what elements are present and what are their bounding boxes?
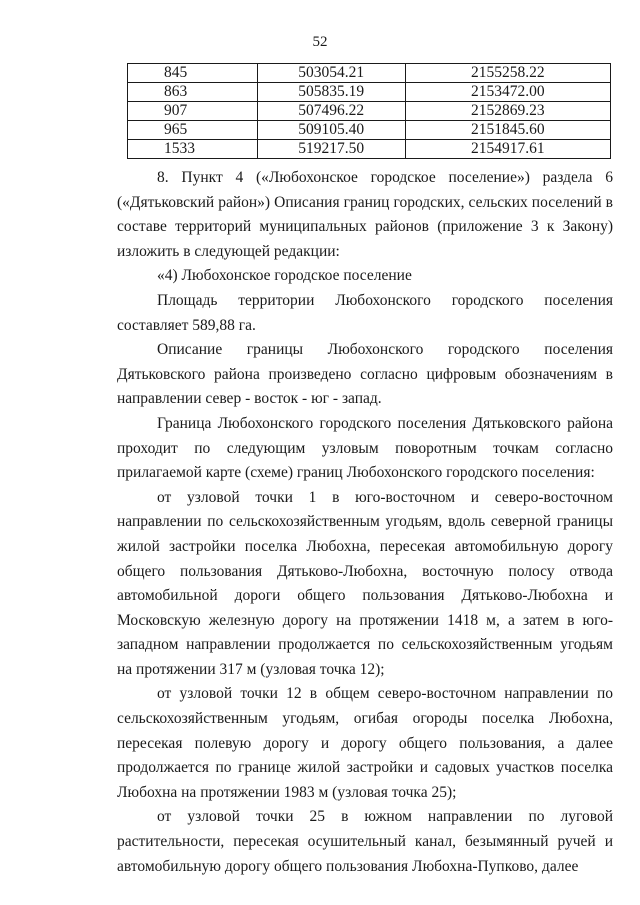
table-row xyxy=(128,83,611,102)
paragraph-segment-25: от узловой точки 25 в южном направлении по луговой растительности, пересекая осушительный канал, безымянный ручей и автомобильную дорогу общего пользования Любохна-Пупково, далее xyxy=(117,808,613,875)
x-coordinate-cell: 507496.22 xyxy=(257,102,405,121)
x-coordinate-cell: 519217.50 xyxy=(257,140,405,159)
point-number-cell: 845 xyxy=(128,64,258,83)
coordinates-table xyxy=(127,63,611,159)
table-row xyxy=(128,64,611,83)
document-body xyxy=(117,166,613,879)
table-row xyxy=(128,121,611,140)
y-coordinate-cell: 2153472.00 xyxy=(405,83,610,102)
y-coordinate-cell: 2151845.60 xyxy=(405,121,610,140)
paragraph-item-8: 8. Пункт 4 («Любохонское городское поселение») раздела 6 («Дятьковский район») Описания границ городских, сельских поселений в составе территорий муниципальных районов (приложение 3 к Закону) изложить в следующей редакции: xyxy=(117,169,613,260)
x-coordinate-cell: 509105.40 xyxy=(257,121,405,140)
paragraph-heading-4: «4) Любохонское городское поселение xyxy=(157,267,412,285)
paragraph-boundary-intro: Граница Любохонского городского поселения Дятьковского района проходит по следующим узловым поворотным точкам согласно прилагаемой карте (схеме) границ Любохонского городского поселения: xyxy=(117,414,613,482)
paragraph-segment-1: от узловой точки 1 в юго-восточном и северо-восточном направлении по сельскохозяйственным угодьям, вдоль северной границы жилой застройки поселка Любохна, пересекая автомобильную дорогу общего пользования Дятьково-Любохна, восточную полосу отвода автомобильной дороги общего пользования Дятьково-Любохна и Московскую железную дорогу на протяжении 1418 м, а затем в юго-западном направлении продолжается по сельскохозяйственным угодьям на протяжении 317 м (узловая точка 12); xyxy=(117,488,613,678)
y-coordinate-cell: 2152869.23 xyxy=(405,102,610,121)
point-number-cell: 1533 xyxy=(128,140,258,159)
y-coordinate-cell: 2155258.22 xyxy=(405,64,610,83)
paragraph-area: Площадь территории Любохонского городского поселения составляет 589,88 га. xyxy=(117,291,613,334)
paragraph-description: Описание границы Любохонского городского поселения Дятьковского района произведено согласно цифровым обозначениям в направлении север - восток - юг - запад. xyxy=(117,341,613,408)
x-coordinate-cell: 505835.19 xyxy=(257,83,405,102)
page-number: 52 xyxy=(312,34,328,50)
paragraph-segment-12: от узловой точки 12 в общем северо-восточном направлении по сельскохозяйственным угодьям, огибая огороды поселка Любохна, пересекая полевую дорогу и дорогу общего пользования, а далее продолжается по границе жилой застройки и садовых участков поселка Любохна на протяжении 1983 м (узловая точка 25); xyxy=(117,685,613,801)
table-row xyxy=(128,140,611,159)
point-number-cell: 907 xyxy=(128,102,258,121)
point-number-cell: 965 xyxy=(128,121,258,140)
point-number-cell: 863 xyxy=(128,83,258,102)
table-row xyxy=(128,102,611,121)
x-coordinate-cell: 503054.21 xyxy=(257,64,405,83)
y-coordinate-cell: 2154917.61 xyxy=(405,140,610,159)
